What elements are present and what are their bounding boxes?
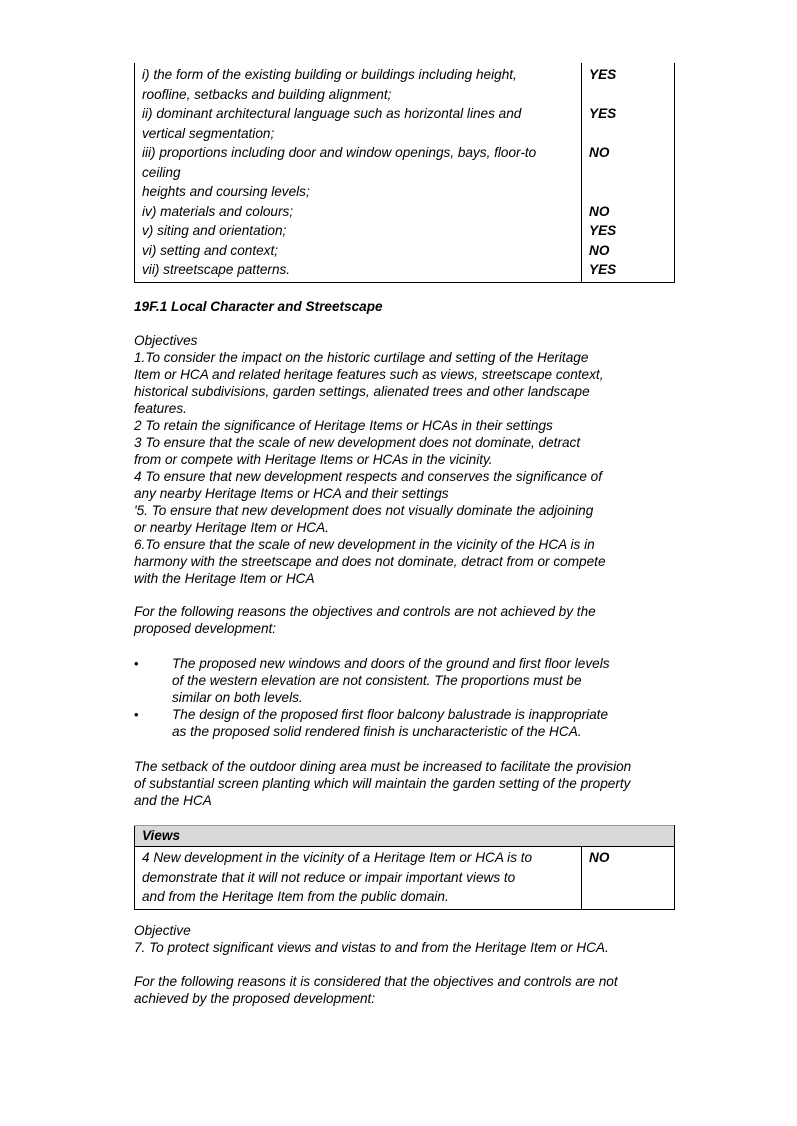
text-line: 3 To ensure that the scale of new development does not dominate, detract bbox=[134, 435, 581, 450]
table-row bbox=[135, 202, 675, 222]
reasons-bullet-list bbox=[134, 655, 679, 740]
text-line: ceiling bbox=[142, 164, 181, 180]
views-table-header: Views bbox=[135, 826, 675, 847]
objectives-label: Objectives bbox=[134, 333, 198, 348]
criterion-cell bbox=[135, 104, 582, 143]
text-line: 6.To ensure that the scale of new development in the vicinity of the HCA is in bbox=[134, 537, 595, 552]
text-line: For the following reasons it is considered that the objectives and controls are not bbox=[134, 974, 618, 989]
answer-cell: NO bbox=[582, 202, 675, 222]
text-line: Item or HCA and related heritage features such as views, streetscape context, bbox=[134, 367, 604, 382]
text-line: harmony with the streetscape and does not dominate, detract from or compete bbox=[134, 554, 606, 569]
text-line: iv) materials and colours; bbox=[142, 203, 294, 219]
text-line: similar on both levels. bbox=[172, 690, 303, 705]
list-item bbox=[134, 706, 679, 740]
answer-cell: YES bbox=[582, 104, 675, 143]
text-line: '5. To ensure that new development does not visually dominate the adjoining bbox=[134, 503, 594, 518]
text-line: iii) proportions including door and window openings, bays, floor-to bbox=[142, 145, 537, 160]
text-line: or nearby Heritage Item or HCA. bbox=[134, 520, 329, 535]
text-line: roofline, setbacks and building alignment; bbox=[142, 86, 392, 102]
text-line: ii) dominant architectural language such as horizontal lines and bbox=[142, 106, 522, 121]
text-line: historical subdivisions, garden settings, alienated trees and other landscape bbox=[134, 384, 590, 399]
text-line: The design of the proposed first floor balcony balustrade is inappropriate bbox=[172, 707, 609, 722]
text-line: proposed development: bbox=[134, 621, 277, 636]
text-line: v) siting and orientation; bbox=[142, 223, 287, 238]
text-line: 4 New development in the vicinity of a Heritage Item or HCA is to bbox=[142, 850, 533, 865]
table-row bbox=[135, 847, 675, 910]
views-criterion bbox=[135, 847, 582, 910]
text-line: 2 To retain the significance of Heritage Items or HCAs in their settings bbox=[134, 418, 553, 433]
text-line: of the western elevation are not consistent. The proportions must be bbox=[172, 673, 582, 688]
text-line: with the Heritage Item or HCA bbox=[134, 571, 315, 586]
text-line: of substantial screen planting which will maintain the garden setting of the property bbox=[134, 776, 631, 791]
objective-text: 7. To protect significant views and vistas to and from the Heritage Item or HCA. bbox=[134, 940, 609, 955]
text-line: The proposed new windows and doors of the ground and first floor levels bbox=[172, 656, 610, 671]
views-answer: NO bbox=[582, 847, 675, 910]
criterion-cell bbox=[135, 221, 582, 241]
criterion-cell bbox=[135, 143, 582, 202]
bullet-icon: • bbox=[134, 707, 139, 722]
criterion-cell bbox=[135, 202, 582, 222]
table-row bbox=[135, 63, 675, 104]
table-row bbox=[135, 104, 675, 143]
heritage-criteria-table bbox=[134, 63, 675, 283]
reasons-intro bbox=[134, 603, 679, 637]
objectives-list bbox=[134, 349, 679, 587]
text-line: demonstrate that it will not reduce or impair important views to bbox=[142, 869, 516, 885]
table-row bbox=[135, 260, 675, 282]
objective-label: Objective bbox=[134, 923, 191, 938]
text-line: 1.To consider the impact on the historic curtilage and setting of the Heritage bbox=[134, 350, 589, 365]
criterion-cell bbox=[135, 241, 582, 261]
setback-paragraph bbox=[134, 758, 679, 809]
answer-cell: NO bbox=[582, 143, 675, 202]
text-line: vertical segmentation; bbox=[142, 125, 275, 141]
objectives-block bbox=[134, 332, 679, 587]
table-row bbox=[135, 221, 675, 241]
text-line: 4 To ensure that new development respects and conserves the significance of bbox=[134, 469, 603, 484]
section-heading: 19F.1 Local Character and Streetscape bbox=[134, 299, 383, 314]
criterion-cell bbox=[135, 63, 582, 104]
text-line: from or compete with Heritage Items or HCAs in the vicinity. bbox=[134, 452, 493, 467]
answer-cell: YES bbox=[582, 260, 675, 282]
text-line: features. bbox=[134, 401, 187, 416]
objective-block bbox=[134, 922, 679, 956]
text-line: and from the Heritage Item from the public domain. bbox=[142, 889, 449, 904]
bullet-icon: • bbox=[134, 656, 139, 671]
criterion-cell bbox=[135, 260, 582, 282]
answer-cell: YES bbox=[582, 221, 675, 241]
views-table bbox=[134, 825, 675, 910]
text-line: The setback of the outdoor dining area must be increased to facilitate the provision bbox=[134, 759, 632, 774]
text-line: i) the form of the existing building or buildings including height, bbox=[142, 67, 517, 82]
text-line: vii) streetscape patterns. bbox=[142, 262, 291, 277]
text-line: any nearby Heritage Items or HCA and their settings bbox=[134, 486, 449, 501]
text-line: as the proposed solid rendered finish is uncharacteristic of the HCA. bbox=[172, 724, 582, 739]
reasons-views-intro bbox=[134, 973, 679, 1007]
answer-cell: YES bbox=[582, 63, 675, 104]
text-line: For the following reasons the objectives and controls are not achieved by the bbox=[134, 604, 596, 619]
text-line: heights and coursing levels; bbox=[142, 184, 310, 199]
text-line: vi) setting and context; bbox=[142, 242, 279, 258]
list-item bbox=[134, 655, 679, 706]
text-line: and the HCA bbox=[134, 793, 212, 808]
answer-cell: NO bbox=[582, 241, 675, 261]
table-row bbox=[135, 143, 675, 202]
text-line: achieved by the proposed development: bbox=[134, 991, 376, 1006]
table-row bbox=[135, 241, 675, 261]
